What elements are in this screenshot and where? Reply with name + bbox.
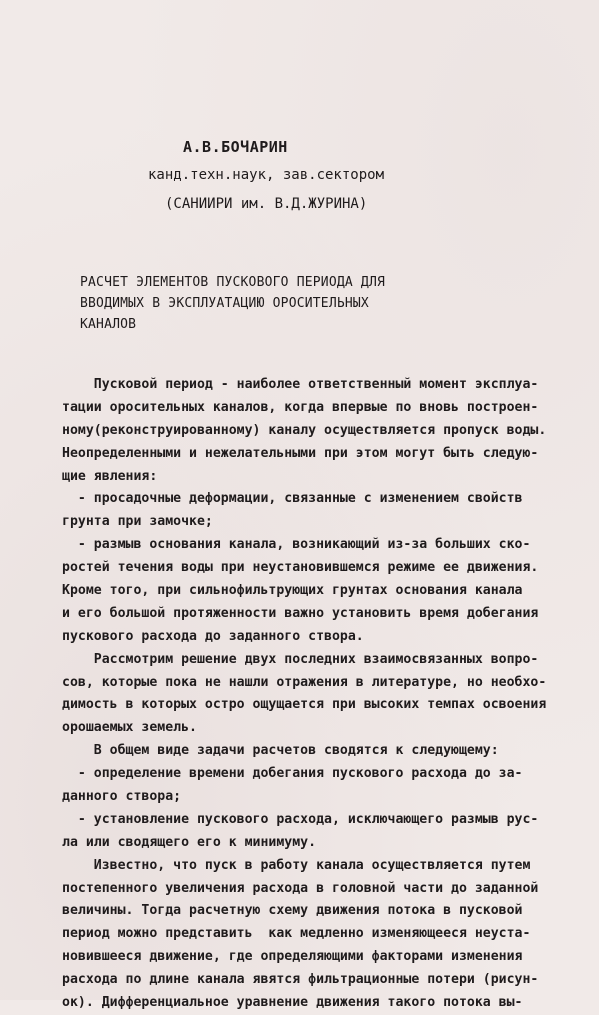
body-line: В общем виде задачи расчетов сводятся к следующему:	[62, 743, 499, 759]
body-line: - определение времени добегания пускового расхода до за-	[62, 766, 523, 782]
body-line: новившееся движение, где определяющими факторами изменения	[62, 949, 523, 965]
body-line: щие явления:	[62, 468, 158, 484]
body-line: пускового расхода до заданного створа.	[62, 628, 364, 644]
body-line: Неопределенными и нежелательными при этом могут быть следую-	[62, 445, 539, 461]
body-line: ок). Дифференциальное уравнение движения такого потока вы-	[62, 995, 523, 1011]
body-line: и его большой протяженности важно установить время добегания	[62, 605, 539, 621]
body-line: период можно представить как медленно изменяющееся неуста-	[62, 926, 531, 942]
article-body	[62, 374, 547, 1015]
body-line: Известно, что пуск в работу канала осуществляется путем	[62, 857, 531, 873]
body-line: расхода по длине канала явятся фильтрационные потери (рисун-	[62, 972, 539, 988]
body-line: сов, которые пока не нашли отражения в литературе, но необхо-	[62, 674, 547, 690]
body-line: орошаемых земель.	[62, 720, 197, 736]
body-line: ла или сводящего его к минимуму.	[62, 834, 317, 850]
body-line: ному(реконструированному) каналу осуществляется пропуск воды.	[62, 422, 547, 438]
body-line: - размыв основания канала, возникающий из-за больших ско-	[62, 537, 531, 553]
body-line: Кроме того, при сильнофильтрующих грунтах основания канала	[62, 583, 523, 599]
title-line: РАСЧЕТ ЭЛЕМЕНТОВ ПУСКОВОГО ПЕРИОДА ДЛЯ	[80, 275, 386, 290]
body-line: грунта при замочке;	[62, 514, 213, 530]
author-name: А.В.БОЧАРИН	[183, 138, 288, 156]
title-line: КАНАЛОВ	[80, 317, 137, 332]
body-line: димость в которых остро ощущается при высоких темпах освоения	[62, 697, 547, 713]
body-line: тации оросительных каналов, когда впервые по вновь построен-	[62, 399, 539, 415]
body-line: - просадочные деформации, связанные с изменением свойств	[62, 491, 523, 507]
body-line: ростей течения воды при неустановившемся режиме ее движения.	[62, 560, 539, 576]
body-line: Рассмотрим решение двух последних взаимосвязанных вопро-	[62, 651, 539, 667]
body-line: - установление пускового расхода, исключающего размыв рус-	[62, 811, 539, 827]
title-line: ВВОДИМЫХ В ЭКСПЛУАТАЦИЮ ОРОСИТЕЛЬНЫХ	[80, 296, 369, 311]
article-title	[80, 272, 385, 335]
body-line: постепенного увеличения расхода в головной части до заданной	[62, 880, 539, 896]
body-line: данного створа;	[62, 789, 182, 805]
body-line: величины. Тогда расчетную схему движения потока в пусковой	[62, 903, 523, 919]
author-institute: (САНИИРИ им. В.Д.ЖУРИНА)	[165, 196, 368, 212]
author-degree: канд.техн.наук, зав.сектором	[148, 167, 385, 183]
body-line: Пусковой период - наиболее ответственный момент эксплуа-	[62, 377, 539, 392]
